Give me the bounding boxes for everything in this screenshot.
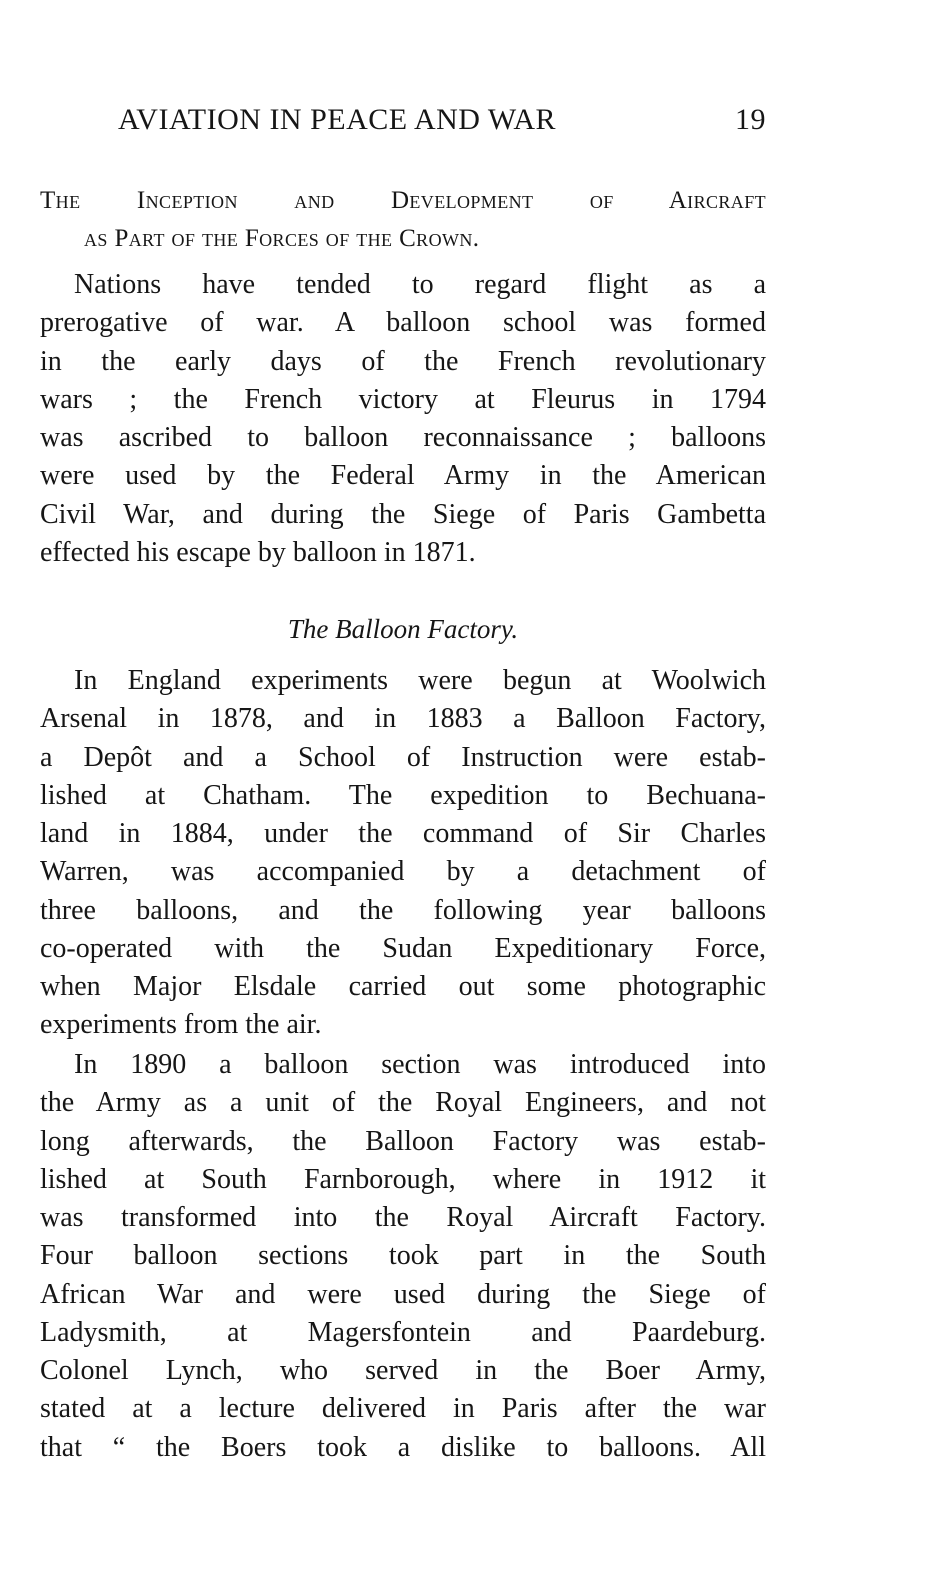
paragraph-line: when Major Elsdale carried out some photographic	[40, 971, 766, 1002]
paragraph-line: lished at Chatham. The expedition to Bechuana-	[40, 779, 766, 811]
paragraph-line: Ladysmith, at Magersfontein and Paardeburg.	[40, 1316, 766, 1348]
paragraph-line: lished at South Farnborough, where in 1912 it	[40, 1163, 766, 1195]
running-head-title: AVIATION IN PEACE AND WAR	[118, 103, 557, 136]
paragraph-line: were used by the Federal Army in the American	[40, 460, 766, 492]
paragraph-line: Warren, was accompanied by a detachment of	[40, 856, 766, 888]
paragraph-nations	[40, 266, 766, 572]
paragraph-line: Nations have tended to regard flight as a	[74, 269, 766, 300]
paragraph-england	[40, 662, 766, 1045]
paragraph-line: Colonel Lynch, who served in the Boer Army,	[40, 1355, 766, 1386]
subheading-balloon-factory: The Balloon Factory.	[287, 614, 519, 644]
paragraph-line: three balloons, and the following year balloons	[40, 894, 766, 926]
page-number: 19	[735, 103, 766, 136]
paragraph-line: that “ the Boers took a dislike to balloons. All	[40, 1431, 766, 1463]
paragraph-line: in the early days of the French revolutionary	[40, 345, 766, 377]
paragraph-line: In 1890 a balloon section was introduced into	[74, 1049, 766, 1080]
paragraph-line: prerogative of war. A balloon school was formed	[40, 307, 766, 339]
paragraph-line: stated at a lecture delivered in Paris after the war	[40, 1393, 766, 1425]
running-head	[40, 103, 766, 147]
section-heading-line-2: as Part of the Forces of the Crown.	[84, 225, 480, 252]
paragraph-line: effected his escape by balloon in 1871.	[40, 536, 476, 568]
paragraph-line: the Army as a unit of the Royal Engineers, and not	[40, 1087, 766, 1119]
paragraph-line: a Depôt and a School of Instruction were estab-	[40, 741, 766, 773]
paragraph-line: wars ; the French victory at Fleurus in 1794	[40, 383, 766, 415]
paragraph-line: land in 1884, under the command of Sir Charles	[40, 818, 766, 849]
paragraph-line: African War and were used during the Siege of	[40, 1278, 766, 1310]
paragraph-line: Arsenal in 1878, and in 1883 a Balloon Factory,	[40, 703, 766, 735]
paragraph-line: Four balloon sections took part in the South	[40, 1240, 766, 1272]
paragraph-line: Civil War, and during the Siege of Paris Gambetta	[40, 498, 766, 530]
section-heading-line-1: The Inception and Development of Aircraft	[40, 187, 766, 214]
paragraph-line: long afterwards, the Balloon Factory was estab-	[40, 1125, 766, 1157]
paragraph-line: In England experiments were begun at Woolwich	[74, 665, 766, 696]
section-heading	[40, 182, 766, 258]
paragraph-1890	[40, 1046, 766, 1467]
paragraph-line: co-operated with the Sudan Expeditionary Force,	[40, 932, 766, 964]
paragraph-line: experiments from the air.	[40, 1009, 322, 1041]
paragraph-line: was transformed into the Royal Aircraft Factory.	[40, 1202, 766, 1233]
paragraph-line: was ascribed to balloon reconnaissance ; balloons	[40, 422, 766, 453]
book-page	[40, 0, 766, 1580]
